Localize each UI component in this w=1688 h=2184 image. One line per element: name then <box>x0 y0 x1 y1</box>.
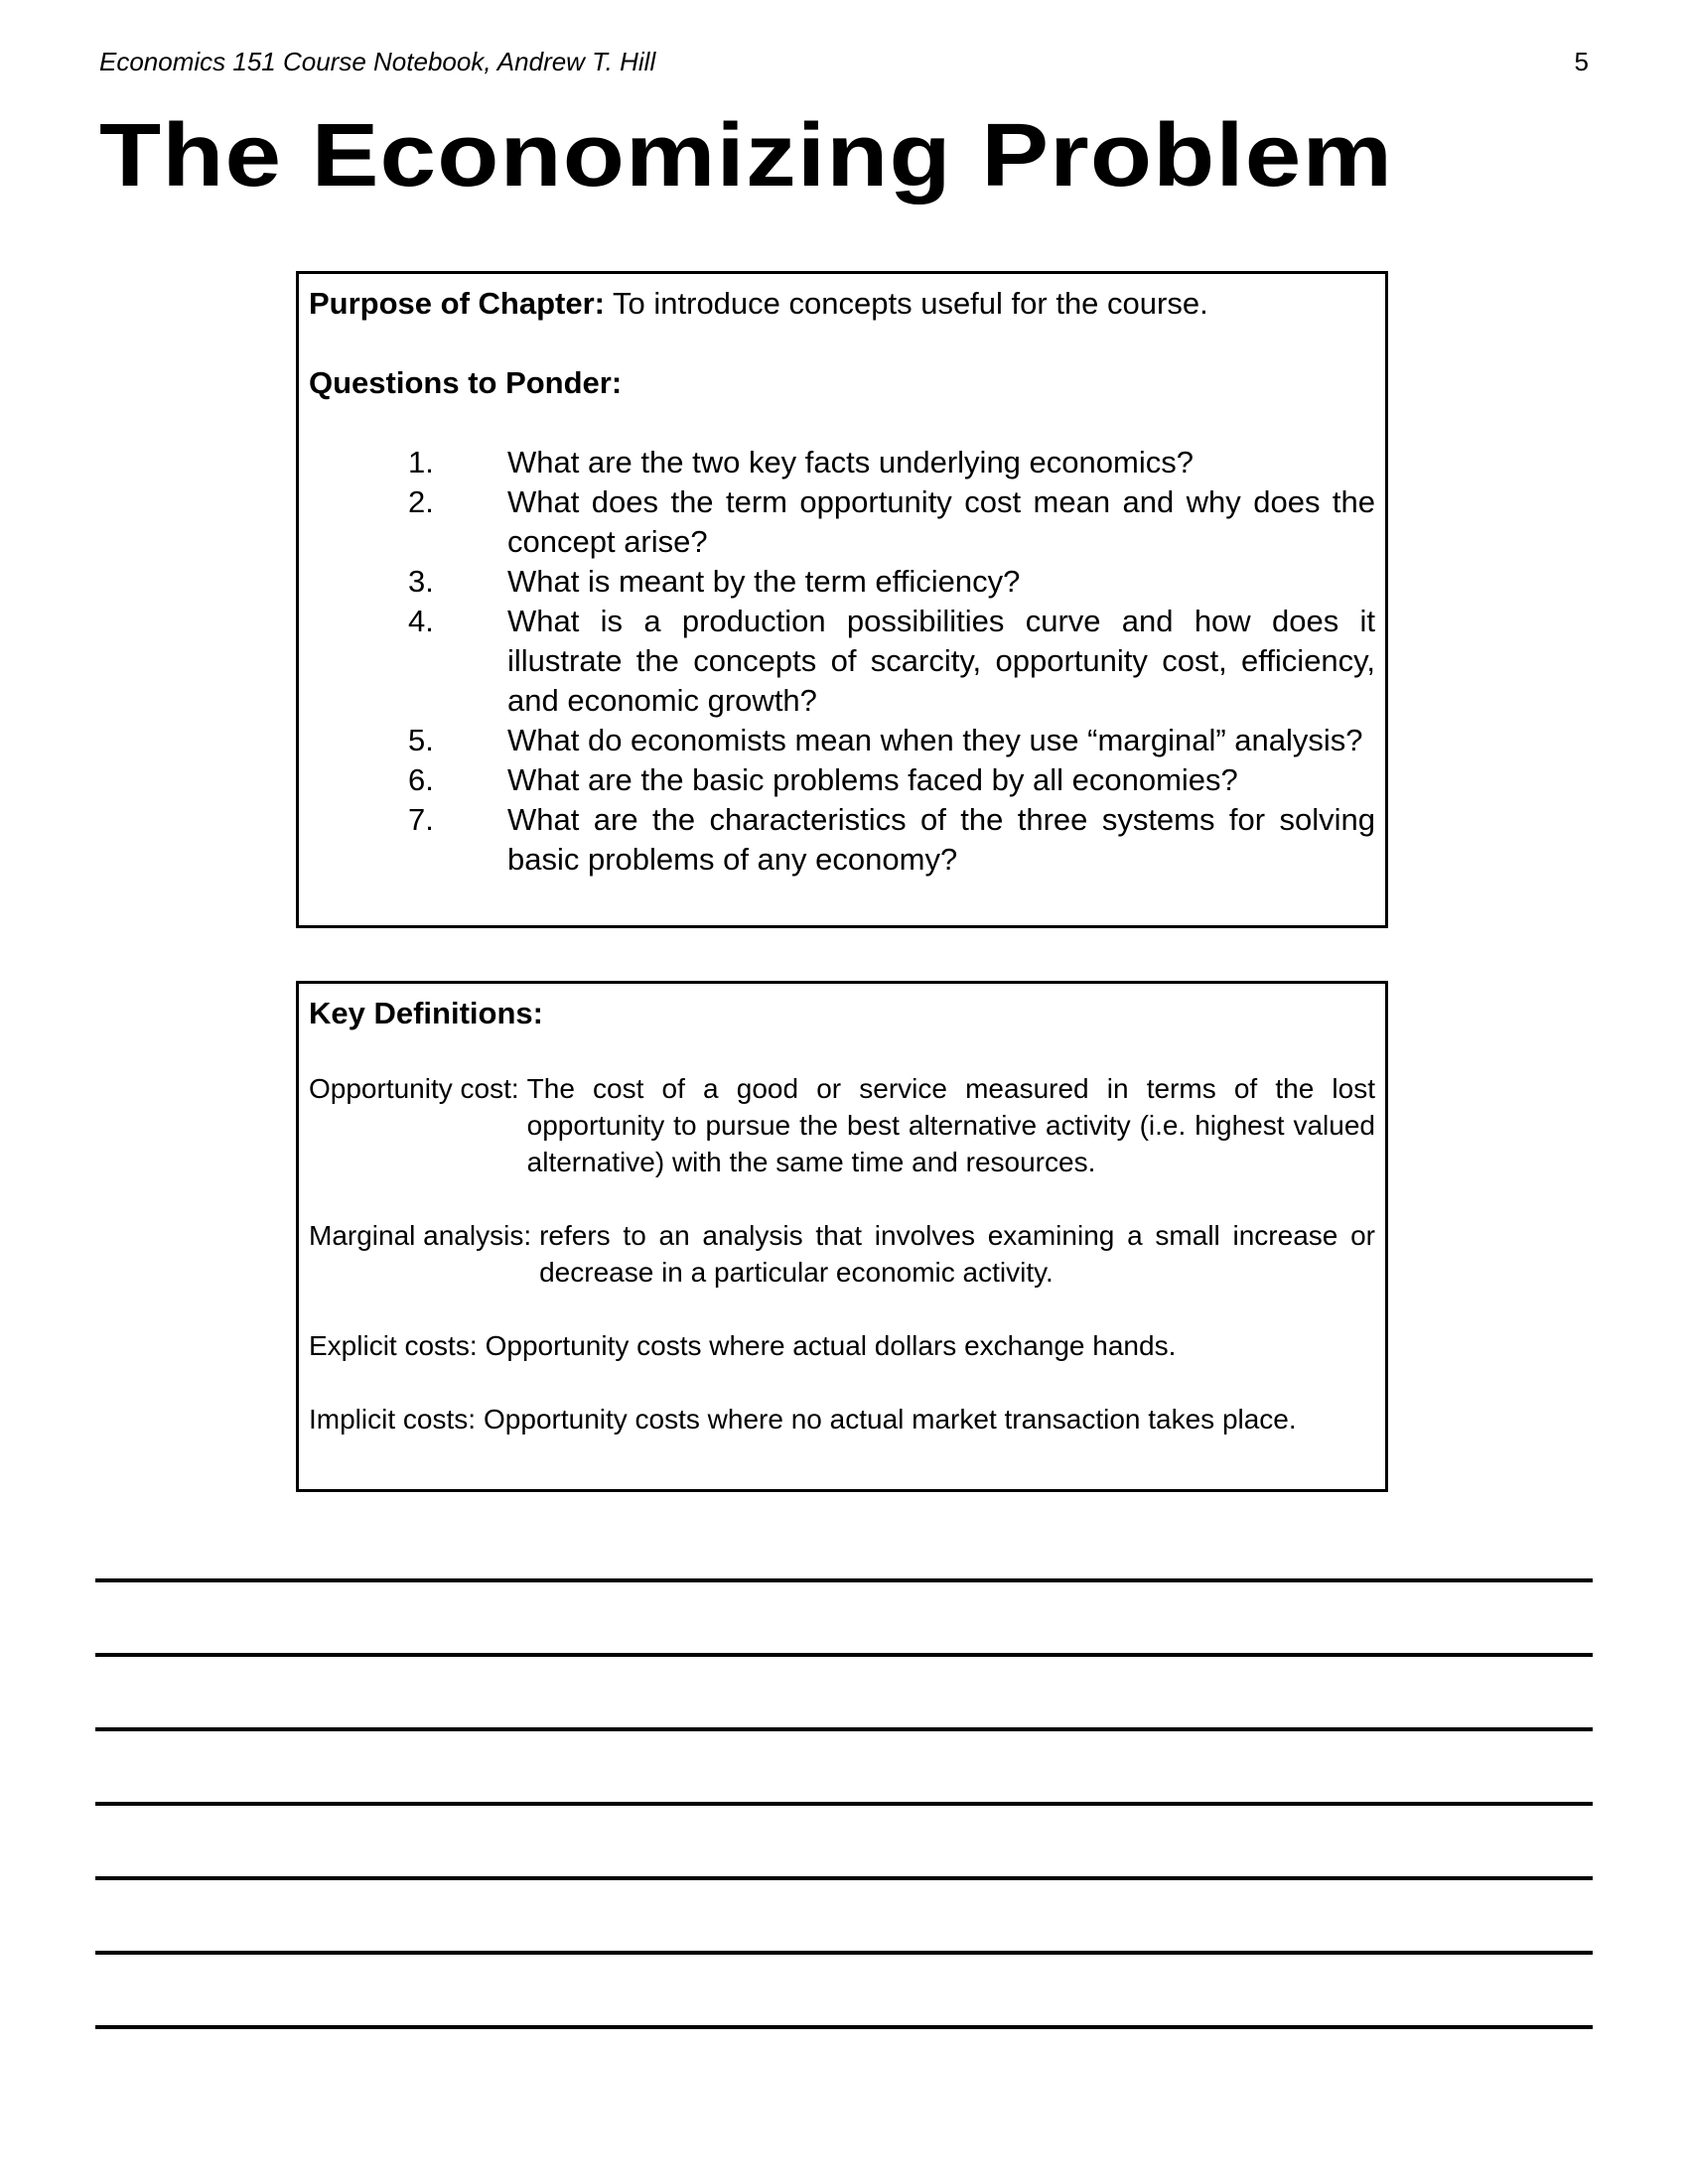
note-line <box>95 2025 1593 2029</box>
question-number: 5. <box>408 723 434 757</box>
note-line <box>95 1951 1593 1955</box>
running-head: Economics 151 Course Notebook, Andrew T. Hill <box>99 47 656 76</box>
note-line <box>95 1802 1593 1806</box>
questions-label: Questions to Ponder: <box>309 365 623 400</box>
page-number: 5 <box>1574 47 1589 76</box>
definition-item <box>309 1070 1375 1180</box>
question-number: 2. <box>408 484 434 519</box>
purpose-box <box>296 271 1388 928</box>
definition-term: Marginal analysis: <box>309 1220 532 1251</box>
note-line <box>95 1578 1593 1582</box>
question-item <box>309 800 1375 880</box>
note-line <box>95 1727 1593 1731</box>
definitions-box <box>296 981 1388 1492</box>
question-text: What is meant by the term efficiency? <box>507 564 1021 599</box>
definition-term: Implicit costs: <box>309 1404 477 1434</box>
question-number: 4. <box>408 604 434 638</box>
definitions-label: Key Definitions: <box>309 996 543 1030</box>
question-text: What are the two key facts underlying economics? <box>507 445 1194 479</box>
question-item <box>309 443 1375 482</box>
question-text: What are the basic problems faced by all economies? <box>507 762 1238 797</box>
purpose-text: To introduce concepts useful for the course. <box>604 286 1208 321</box>
question-text: What does the term opportunity cost mean and why does the concept arise? <box>507 484 1375 559</box>
definition-item <box>309 1217 1375 1291</box>
definition-item <box>309 1401 1375 1437</box>
note-line <box>95 1876 1593 1880</box>
question-text: What is a production possibilities curve and how does it illustrate the concepts of scarcity, opportunity cost, efficiency, and economic growth? <box>507 604 1375 718</box>
question-item <box>309 760 1375 800</box>
question-text: What do economists mean when they use “marginal” analysis? <box>507 723 1363 757</box>
purpose-line <box>309 284 1375 324</box>
question-item <box>309 721 1375 760</box>
definition-text: refers to an analysis that involves examining a small increase or decrease in a particular economic activity. <box>539 1220 1375 1288</box>
question-item <box>309 482 1375 562</box>
definition-text: The cost of a good or service measured in terms of the lost opportunity to pursue the best alternative activity (i.e. highest valued alternative) with the same time and resources. <box>526 1073 1375 1177</box>
question-item <box>309 562 1375 602</box>
purpose-label: Purpose of Chapter: <box>309 286 605 321</box>
question-number: 6. <box>408 762 434 797</box>
page-title: The Economizing Problem <box>99 106 1394 205</box>
definition-term: Explicit costs: <box>309 1330 478 1361</box>
question-number: 3. <box>408 564 434 599</box>
question-text: What are the characteristics of the three systems for solving basic problems of any economy? <box>507 802 1375 877</box>
definition-item <box>309 1327 1375 1364</box>
definition-term: Opportunity cost: <box>309 1073 519 1104</box>
question-number: 7. <box>408 802 434 837</box>
question-item <box>309 602 1375 721</box>
definition-text: Opportunity costs where no actual market transaction takes place. <box>484 1404 1297 1434</box>
questions-list <box>309 443 1375 880</box>
question-number: 1. <box>408 445 434 479</box>
note-line <box>95 1653 1593 1657</box>
definition-text: Opportunity costs where actual dollars exchange hands. <box>485 1330 1177 1361</box>
